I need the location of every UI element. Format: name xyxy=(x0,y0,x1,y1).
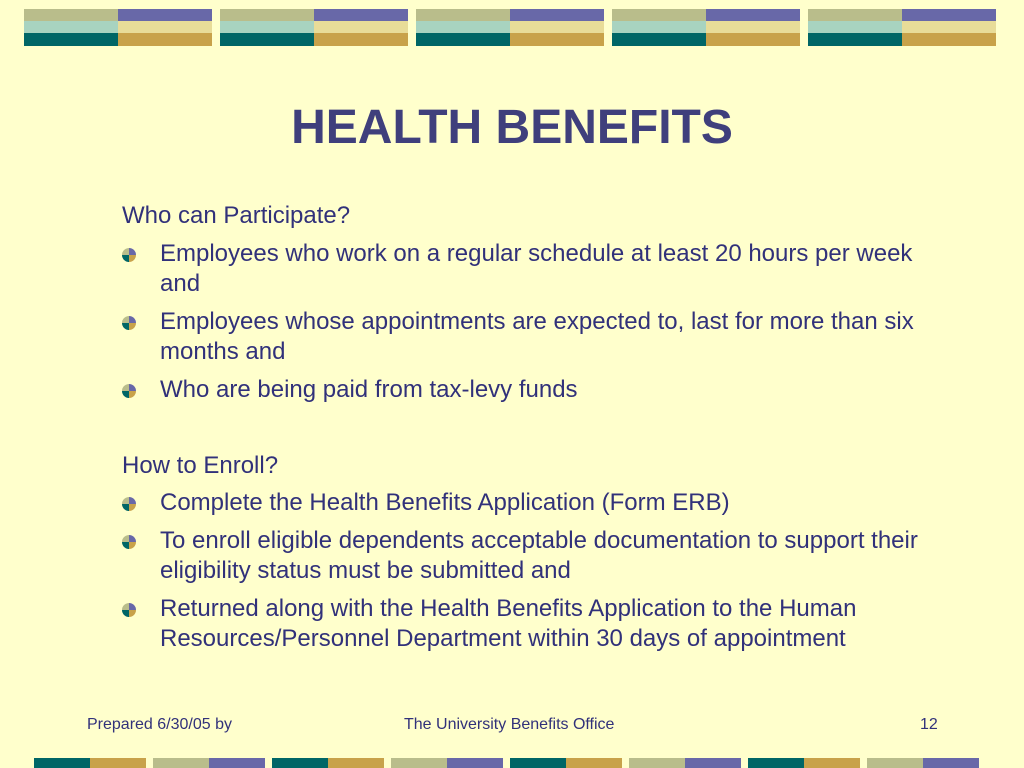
bottom-decorative-band xyxy=(0,758,1024,768)
bullet-text: Who are being paid from tax-levy funds xyxy=(160,376,578,403)
bullet-icon xyxy=(122,497,136,511)
footer-center: The University Benefits Office xyxy=(404,716,615,733)
bullet-text: To enroll eligible dependents acceptable documentation to support their eligibility status must be submitted and xyxy=(160,527,918,584)
top-band-block xyxy=(24,9,212,46)
bullet-icon xyxy=(122,248,136,262)
footer-left: Prepared 6/30/05 by xyxy=(87,716,232,733)
top-band-block xyxy=(612,9,800,46)
bullet-icon xyxy=(122,384,136,398)
top-decorative-band xyxy=(0,0,1024,50)
slide-title: HEALTH BENEFITS xyxy=(291,101,733,154)
section-heading-enroll: How to Enroll? xyxy=(122,452,279,479)
bullet-text: Employees who work on a regular schedule at least 20 hours per week and xyxy=(160,240,913,297)
bullet-text: Employees whose appointments are expected to, last for more than six months and xyxy=(160,308,914,365)
bullet-icon xyxy=(122,603,136,617)
bullet-text: Complete the Health Benefits Application (Form ERB) xyxy=(160,489,730,516)
top-band-block xyxy=(416,9,604,46)
top-band-block xyxy=(808,9,996,46)
bullet-icon xyxy=(122,316,136,330)
bullet-text: Returned along with the Health Benefits Application to the Human Resources/Personnel Department within 30 days of appointment xyxy=(160,595,857,652)
page-number: 12 xyxy=(920,716,938,733)
bullet-icon xyxy=(122,535,136,549)
top-band-block xyxy=(220,9,408,46)
section-heading-participate: Who can Participate? xyxy=(122,202,351,229)
